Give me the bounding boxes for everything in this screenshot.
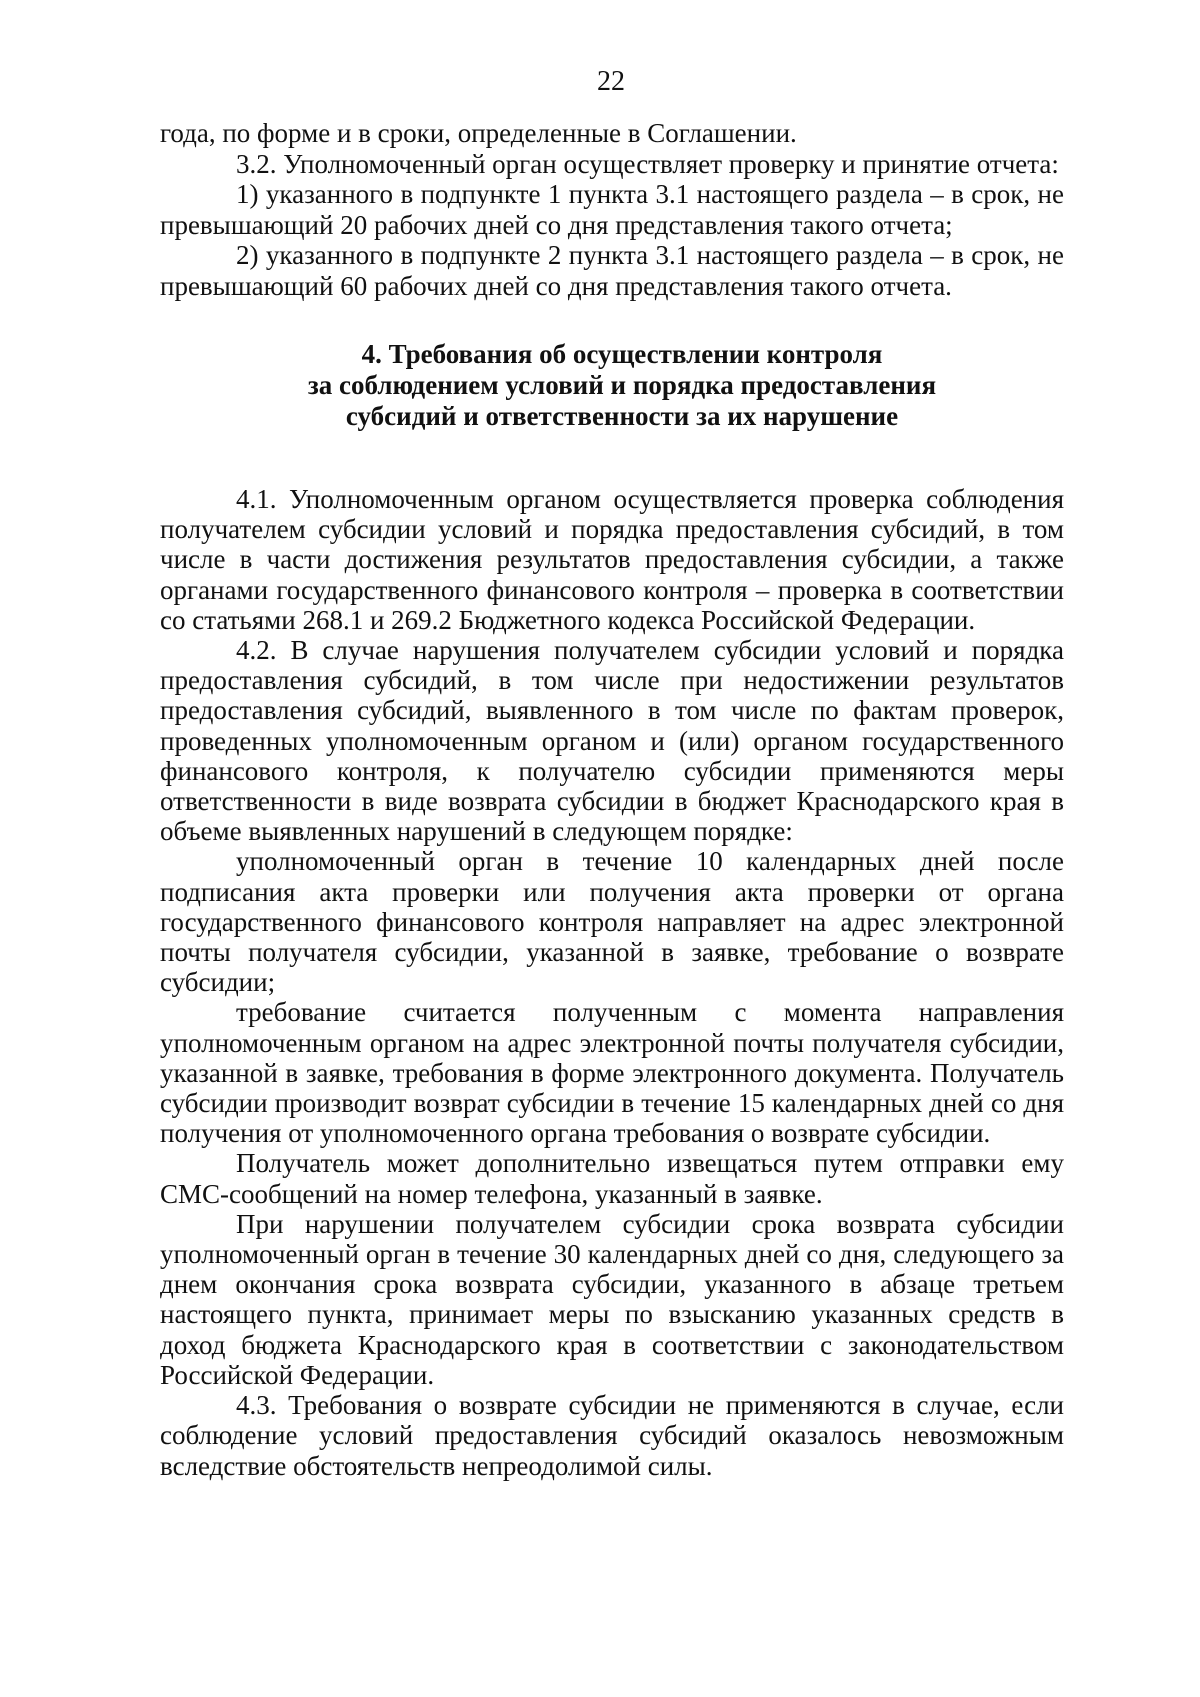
section-4-heading-line-3: субсидий и ответственности за их нарушение <box>345 401 899 431</box>
paragraph-4-2-step-2: требование считается полученным с момента направления уполномоченным органом на адрес электронной почты получателя субсидии, указанной в заявке, требования в форме электронного документа. Получатель субсидии производит возврат субсидии в течение 15 календарных дней со дня получения от уполномоченного органа требования о возврате субсидии. <box>160 997 1064 1149</box>
page-number: 22 <box>597 66 625 97</box>
paragraph-4-2-enforcement: При нарушении получателем субсидии срока возврата субсидии уполномоченный орган в течение 30 календарных дней со дня, следующего за днем окончания срока возврата субсидии, указанного в абзаце третьем настоящего пункта, принимает меры по взысканию указанных средств в доход бюджета Краснодарского края в соответствии с законодательством Российской Федерации. <box>160 1208 1064 1390</box>
section-4-heading-line-2: за соблюдением условий и порядка предоставления <box>307 370 937 400</box>
paragraph-4-1: 4.1. Уполномоченным органом осуществляется проверка соблюдения получателем субсидии условий и порядка предоставления субсидий, в том числе в части достижения результатов предоставления субсидии, а также органами государственного финансового контроля – проверка в соответствии со статьями 268.1 и 269.2 Бюджетного кодекса Российской Федерации. <box>160 484 1064 635</box>
paragraph-3-2-item-1: 1) указанного в подпункте 1 пункта 3.1 настоящего раздела – в срок, не превышающий 20 рабочих дней со дня представления такого отчета; <box>160 179 1064 240</box>
paragraph-4-2: 4.2. В случае нарушения получателем субсидии условий и порядка предоставления субсидий, в том числе при недостижении результатов предоставления субсидий, выявленного в том числе по фактам проверок, проведенных уполномоченным органом и (или) органом государственного финансового контроля, к получателю субсидии применяются меры ответственности в виде возврата субсидии в бюджет Краснодарского края в объеме выявленных нарушений в следующем порядке: <box>160 635 1064 847</box>
paragraph-continuation: года, по форме и в сроки, определенные в Соглашении. <box>160 118 797 148</box>
document-body <box>160 118 1064 1481</box>
paragraph-4-3: 4.3. Требования о возврате субсидии не применяются в случае, если соблюдение условий предоставления субсидий оказалось невозможным вследствие обстоятельств непреодолимой силы. <box>160 1390 1064 1481</box>
paragraph-3-2: 3.2. Уполномоченный орган осуществляет проверку и принятие отчета: <box>236 148 1059 179</box>
paragraph-3-2-item-2: 2) указанного в подпункте 2 пункта 3.1 настоящего раздела – в срок, не превышающий 60 рабочих дней со дня представления такого отчета. <box>160 240 1064 301</box>
section-4-heading-line-1: 4. Требования об осуществлении контроля <box>361 339 883 369</box>
section-4-body <box>160 484 1064 1481</box>
paragraph-4-2-sms: Получатель может дополнительно извещаться путем отправки ему СМС-сообщений на номер телефона, указанный в заявке. <box>160 1148 1064 1209</box>
section-4-heading <box>160 339 1064 432</box>
paragraph-4-2-step-1: уполномоченный орган в течение 10 календарных дней после подписания акта проверки или получения акта проверки от органа государственного финансового контроля направляет на адрес электронной почты получателя субсидии, указанной в заявке, требование о возврате субсидии; <box>160 846 1064 998</box>
